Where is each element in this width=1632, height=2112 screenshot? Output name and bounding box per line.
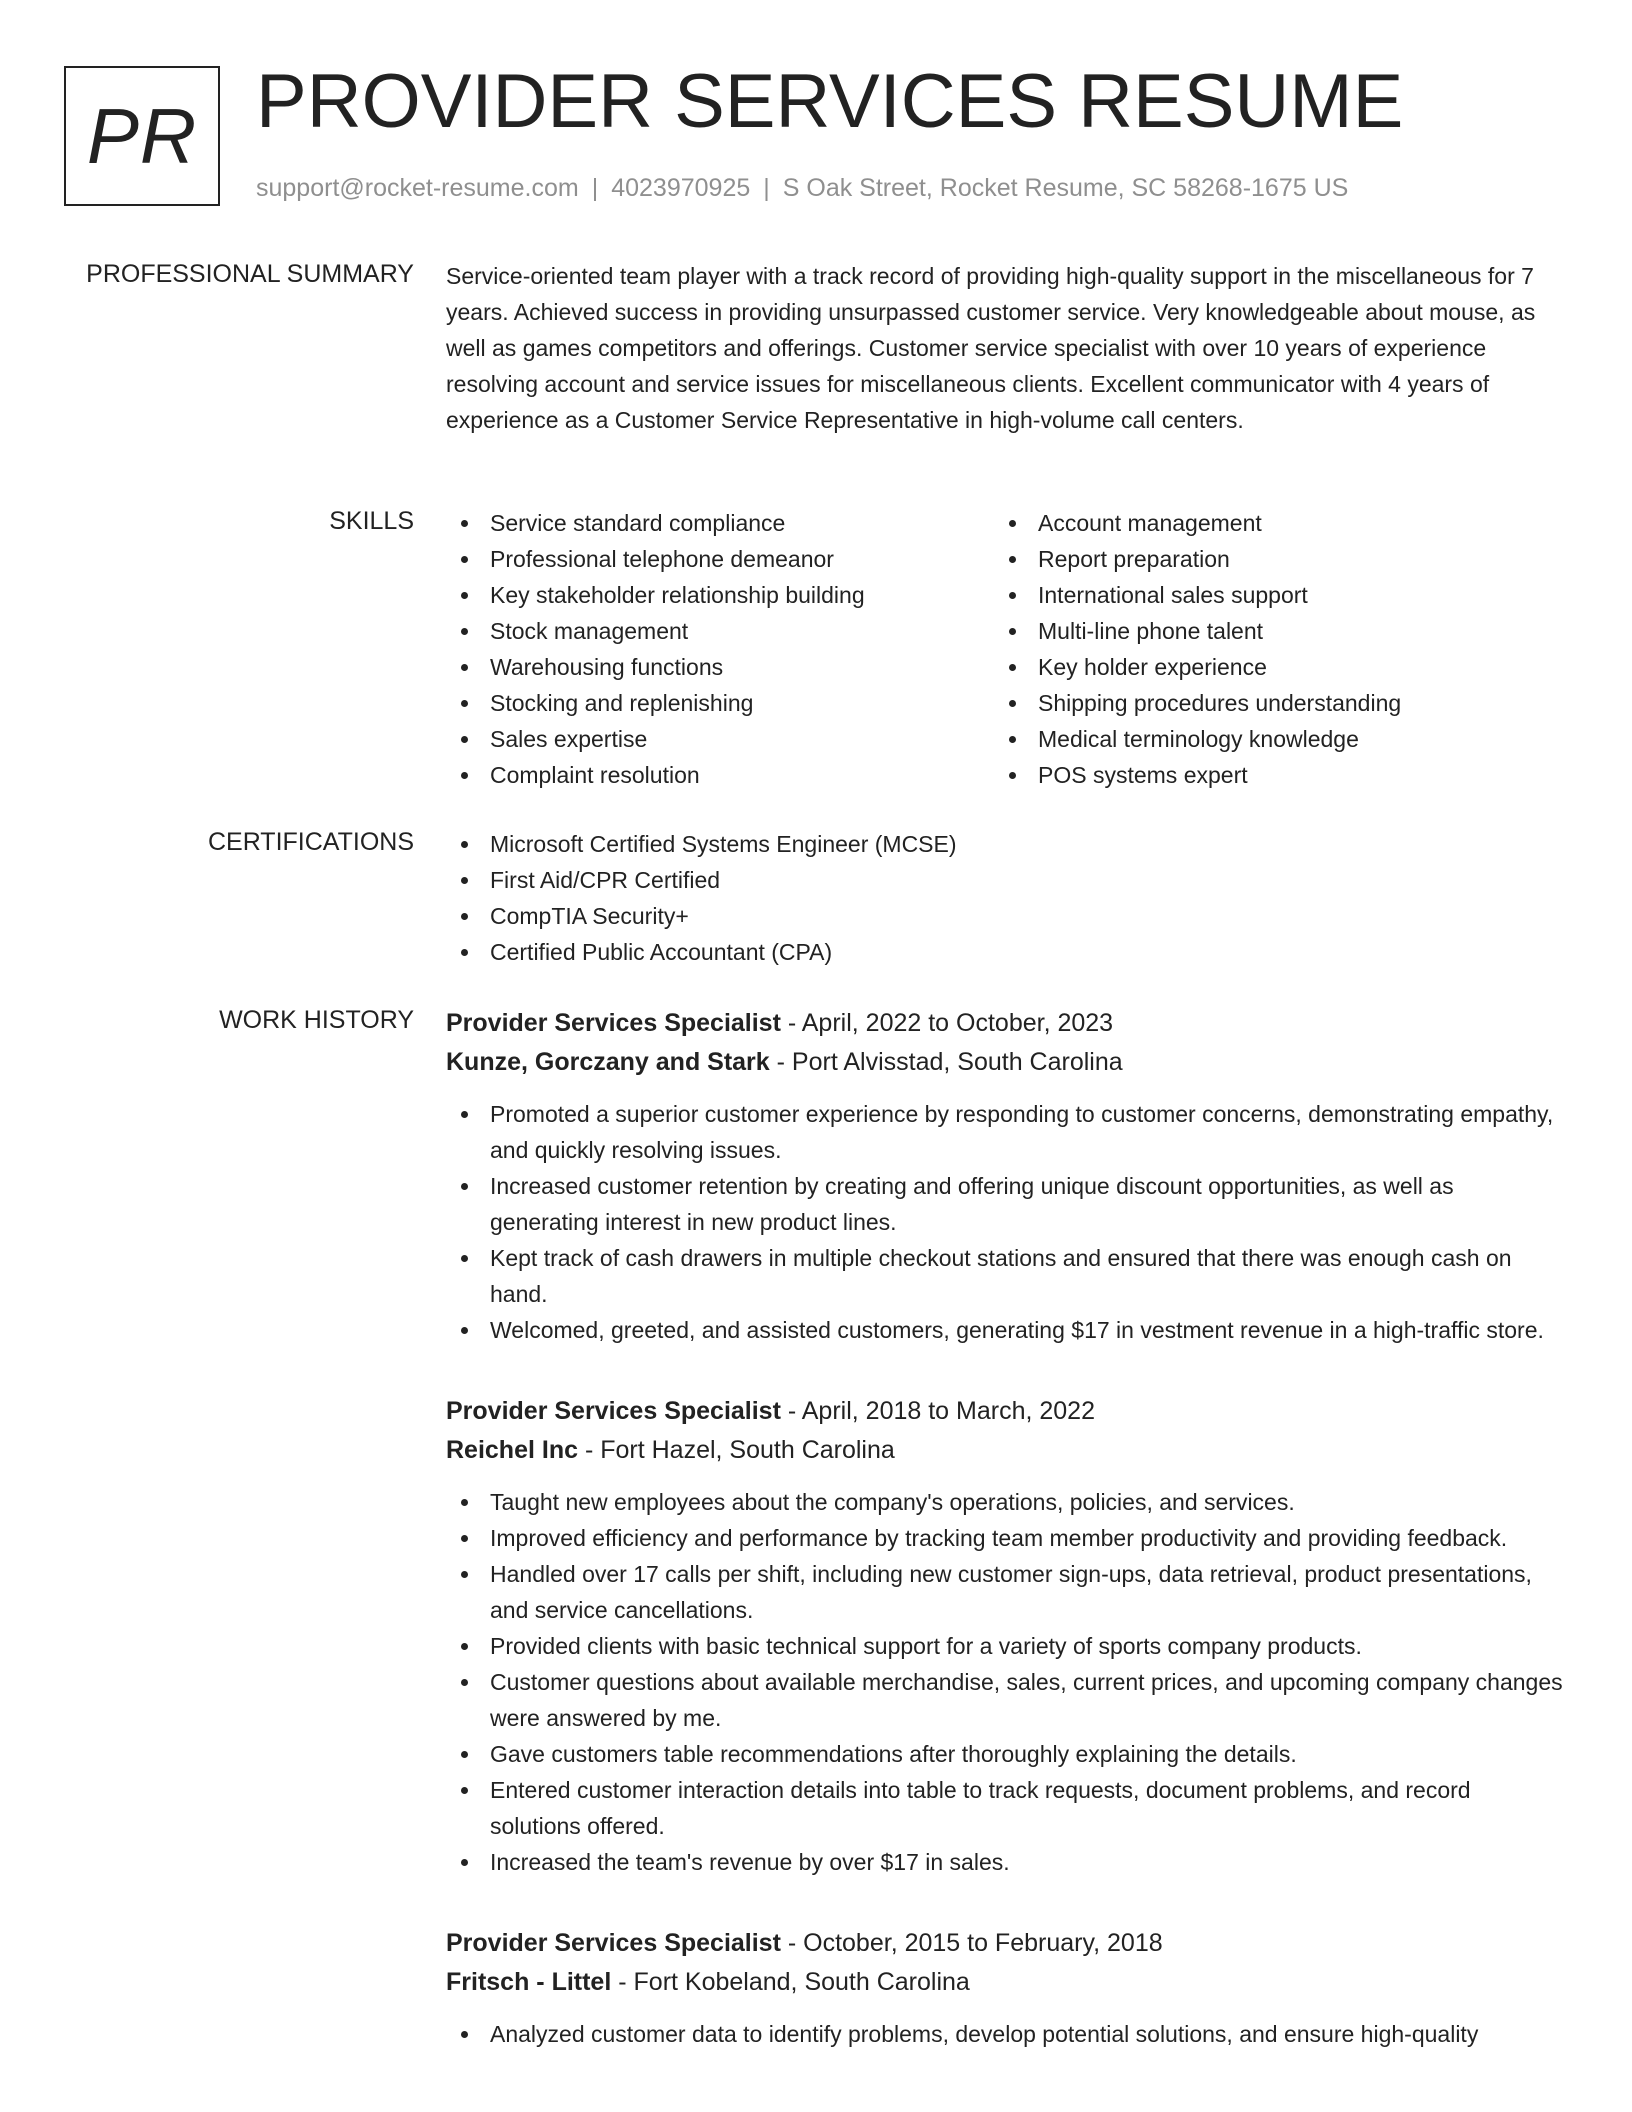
skills-body — [446, 505, 1564, 793]
job-dates: - October, 2015 to February, 2018 — [780, 1929, 1163, 1957]
job-title: Provider Services Specialist — [446, 1929, 781, 1957]
certification-item: CompTIA Security+ — [446, 898, 1564, 934]
job-bullet: Gave customers table recommendations after thoroughly explaining the details. — [446, 1736, 1564, 1772]
job-bullet: Kept track of cash drawers in multiple checkout stations and ensured that there was enough cash on hand. — [446, 1240, 1564, 1312]
certification-item: Microsoft Certified Systems Engineer (MCSE) — [446, 826, 1564, 862]
contact-email[interactable]: support@rocket-resume.com — [256, 174, 579, 202]
skill-item: Stock management — [446, 613, 994, 649]
contact-separator: | — [591, 174, 599, 202]
job-dates: - April, 2022 to October, 2023 — [780, 1009, 1114, 1037]
section-label-skills: SKILLS — [329, 507, 414, 535]
skill-item: Key stakeholder relationship building — [446, 577, 994, 613]
job-bullet: Increased the team's revenue by over $17 in sales. — [446, 1844, 1564, 1880]
skills-list-right — [994, 505, 1542, 793]
job-bullet: Analyzed customer data to identify problems, develop potential solutions, and ensure high-quality — [446, 2016, 1564, 2052]
job-title: Provider Services Specialist — [446, 1397, 781, 1425]
job-company: Fritsch - Littel — [446, 1968, 612, 1996]
contact-separator: | — [763, 174, 770, 202]
skill-item: Account management — [994, 505, 1542, 541]
certifications-list — [446, 826, 1564, 970]
skill-item: Stocking and replenishing — [446, 685, 994, 721]
contact-line — [256, 174, 1348, 203]
summary-text: Service-oriented team player with a track record of providing high-quality support in the miscellaneous for 7 years. Achieved success in providing unsurpassed customer service. Very knowledgeable about mouse, as well as games competitors and offerings. Customer service specialist with over 10 years of experience resolving account and service issues for miscellaneous clients. Excellent communicator with 4 years of experience as a Customer Service Representative in high-volume call centers. — [446, 263, 1536, 433]
job-bullet: Taught new employees about the company's operations, policies, and services. — [446, 1484, 1564, 1520]
job-location: - Fort Hazel, South Carolina — [578, 1436, 895, 1464]
job-bullet: Handled over 17 calls per shift, including new customer sign-ups, data retrieval, product presentations, and service cancellations. — [446, 1556, 1564, 1628]
skills-list-left — [446, 505, 994, 793]
skill-item: Complaint resolution — [446, 757, 994, 793]
skill-item: International sales support — [994, 577, 1542, 613]
job-bullet: Improved efficiency and performance by tracking team member productivity and providing feedback. — [446, 1520, 1564, 1556]
skill-item: Key holder experience — [994, 649, 1542, 685]
skill-item: Medical terminology knowledge — [994, 721, 1542, 757]
skill-item: POS systems expert — [994, 757, 1542, 793]
job-bullet: Promoted a superior customer experience by responding to customer concerns, demonstrating empathy, and quickly resolving issues. — [446, 1096, 1564, 1168]
skill-item: Multi-line phone talent — [994, 613, 1542, 649]
skill-item: Professional telephone demeanor — [446, 541, 994, 577]
skill-item: Warehousing functions — [446, 649, 994, 685]
certifications-body — [446, 826, 1564, 970]
job-entry — [446, 1924, 1564, 2052]
job-entry — [446, 1392, 1564, 1880]
job-bullet: Increased customer retention by creating and offering unique discount opportunities, as well as generating interest in new product lines. — [446, 1168, 1564, 1240]
job-bullet: Entered customer interaction details into table to track requests, document problems, and record solutions offered. — [446, 1772, 1564, 1844]
contact-phone[interactable]: 4023970925 — [611, 174, 751, 202]
skill-item: Service standard compliance — [446, 505, 994, 541]
work-history-body — [446, 1004, 1564, 2096]
job-bullet: Provided clients with basic technical support for a variety of sports company products. — [446, 1628, 1564, 1664]
summary-body — [446, 258, 1564, 438]
certification-item: Certified Public Accountant (CPA) — [446, 934, 1564, 970]
job-dates: - April, 2018 to March, 2022 — [780, 1397, 1095, 1425]
section-label-summary: PROFESSIONAL SUMMARY — [86, 260, 414, 288]
job-bullets — [446, 2016, 1564, 2052]
section-label-work-history: WORK HISTORY — [219, 1006, 414, 1034]
skill-item: Sales expertise — [446, 721, 994, 757]
job-bullet: Customer questions about available merchandise, sales, current prices, and upcoming company changes were answered by me. — [446, 1664, 1564, 1736]
monogram-initials: PR — [86, 91, 198, 180]
job-company: Kunze, Gorczany and Stark — [446, 1048, 770, 1076]
job-title-line — [446, 1924, 1564, 1963]
job-bullet: Welcomed, greeted, and assisted customers, generating $17 in vestment revenue in a high-traffic store. — [446, 1312, 1564, 1348]
job-company: Reichel Inc — [446, 1436, 578, 1464]
resume-title: PROVIDER SERVICES RESUME — [256, 59, 1404, 144]
job-company-line — [446, 1043, 1564, 1082]
job-company-line — [446, 1963, 1564, 2002]
section-label-certifications: CERTIFICATIONS — [207, 828, 414, 856]
job-location: - Fort Kobeland, South Carolina — [611, 1968, 970, 1996]
contact-address: S Oak Street, Rocket Resume, SC 58268-1675 US — [782, 174, 1349, 202]
job-title-line — [446, 1004, 1564, 1043]
job-title-line — [446, 1392, 1564, 1431]
job-bullets — [446, 1096, 1564, 1348]
job-entry — [446, 1004, 1564, 1348]
certification-item: First Aid/CPR Certified — [446, 862, 1564, 898]
job-title: Provider Services Specialist — [446, 1009, 781, 1037]
job-company-line — [446, 1431, 1564, 1470]
job-location: - Port Alvisstad, South Carolina — [769, 1048, 1123, 1076]
job-bullets — [446, 1484, 1564, 1880]
skill-item: Shipping procedures understanding — [994, 685, 1542, 721]
monogram-box — [64, 66, 220, 206]
skill-item: Report preparation — [994, 541, 1542, 577]
